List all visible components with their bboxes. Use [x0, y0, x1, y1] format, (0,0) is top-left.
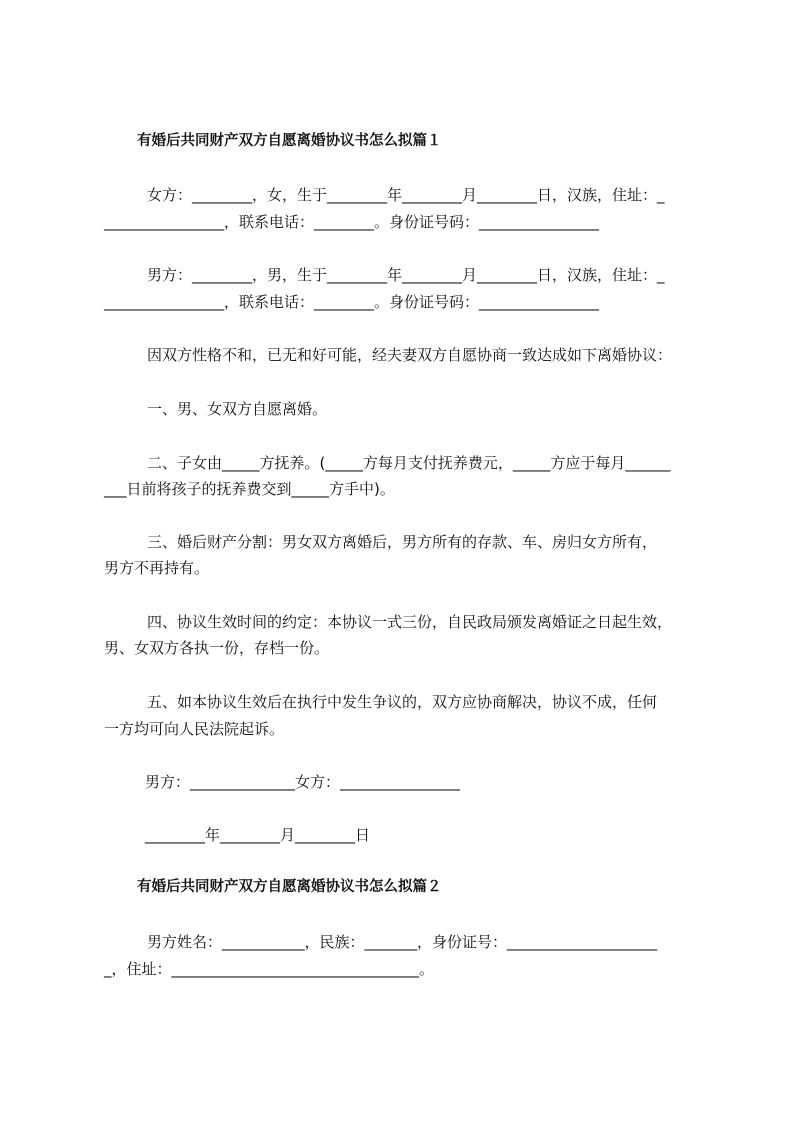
male-info-line-2: ________________，联系电话：________。身份证号码：________________	[104, 293, 600, 311]
male-info-line-1: 男方姓名：___________，民族：_______，身份证号：____________________	[147, 933, 658, 951]
article-2-title: 有婚后共同财产双方自愿离婚协议书怎么拟篇２	[137, 879, 442, 895]
intro-paragraph: 因双方性格不和，已无和好可能，经夫妻双方自愿协商一致达成如下离婚协议：	[147, 346, 673, 364]
male-info-line-2: _，住址：_________________________________。	[104, 960, 435, 978]
clause-4-line-2: 男、女双方各执一份，存档一份。	[104, 639, 330, 657]
clause-3-line-1: 三、婚后财产分割：男女双方离婚后，男方所有的存款、车、房归女方所有，	[147, 533, 658, 551]
date-line: ________年________月________日	[145, 826, 371, 844]
female-info-line-2: ________________，联系电话：________。身份证号码：________________	[104, 213, 600, 231]
clause-5-line-1: 五、如本协议生效后在执行中发生争议的，双方应协商解决，协议不成，任何	[147, 693, 658, 711]
male-info-line-1: 男方：________，男，生于________年________月________日，汉族，住址：_	[147, 266, 665, 284]
clause-2-line-2: ___日前将孩子的抚养费交到_____方手中)。	[104, 480, 395, 498]
clause-3-line-2: 男方不再持有。	[104, 559, 210, 577]
clause-5-line-2: 一方均可向人民法院起诉。	[104, 720, 285, 738]
clause-1: 一、男、女双方自愿离婚。	[147, 400, 328, 418]
female-info-line-1: 女方：________，女，生于________年________月________日，汉族，住址：_	[147, 186, 665, 204]
clause-2-line-1: 二、子女由_____方抚养。(_____方每月支付抚养费元，_____方应于每月______	[147, 454, 671, 472]
clause-4-line-1: 四、协议生效时间的约定：本协议一式三份，自民政局颁发离婚证之日起生效，	[147, 613, 673, 631]
article-1-title: 有婚后共同财产双方自愿离婚协议书怎么拟篇１	[137, 133, 442, 149]
signature-line: 男方：______________女方：________________	[145, 773, 461, 791]
